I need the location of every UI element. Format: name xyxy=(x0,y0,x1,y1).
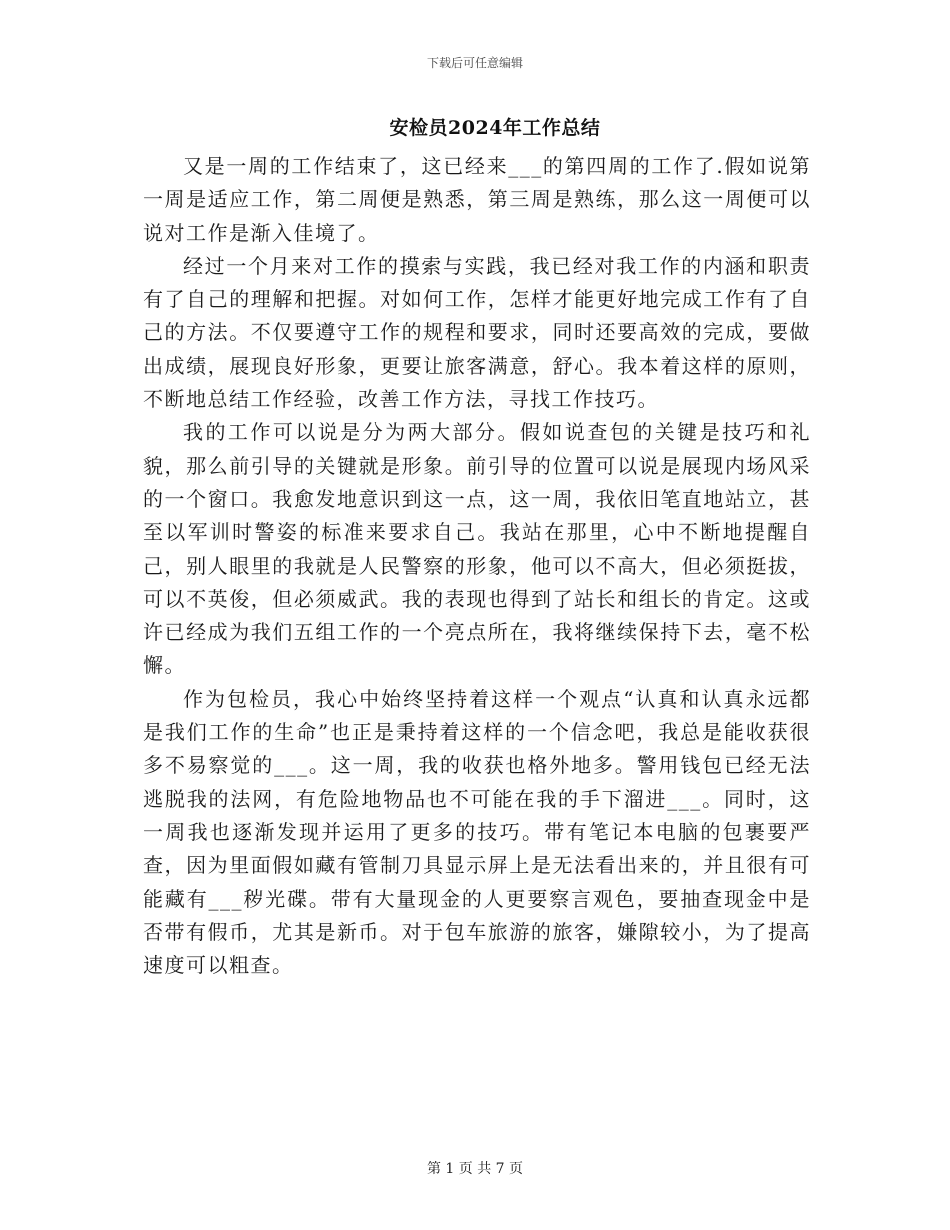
paragraph-2: 经过一个月来对工作的摸索与实践，我已经对我工作的内涵和职责有了自己的理解和把握。对如何工作，怎样才能更好地完成工作有了自己的方法。不仅要遵守工作的规程和要求，同时还要高效的完成，要做出成绩，展现良好形象，更要让旅客满意，舒心。我本着这样的原则，不断地总结工作经验，改善工作方法，寻找工作技巧。 xyxy=(143,253,811,412)
header-note: 下载后可任意编辑 xyxy=(426,56,523,70)
paragraph-1: 又是一周的工作结束了，这已经来___的第四周的工作了.假如说第一周是适应工作，第二周便是熟悉，第三周是熟练，那么这一周便可以说对工作是渐入佳境了。 xyxy=(143,154,811,245)
document-body xyxy=(143,150,811,982)
document-title: 安检员2024年工作总结 xyxy=(389,117,601,139)
page-number-footer: 第 1 页 共 7 页 xyxy=(426,1161,524,1177)
paragraph-3: 我的工作可以说是分为两大部分。假如说查包的关键是技巧和礼貌，那么前引导的关键就是形象。前引导的位置可以说是展现内场风采的一个窗口。我愈发地意识到这一点，这一周，我依旧笔直地站立，甚至以军训时警姿的标准来要求自己。我站在那里，心中不断地提醒自己，别人眼里的我就是人民警察的形象，他可以不高大，但必须挺拔，可以不英俊，但必须威武。我的表现也得到了站长和组长的肯定。这或许已经成为我们五组工作的一个亮点所在，我将继续保持下去，毫不松懈。 xyxy=(143,420,811,678)
paragraph-4: 作为包检员，我心中始终坚持着这样一个观点“认真和认真永远都是我们工作的生命”也正是秉持着这样的一个信念吧，我总是能收获很多不易察觉的___。这一周，我的收获也格外地多。警用钱包已经无法逃脱我的法网，有危险地物品也不可能在我的手下溜进___。同时，这一周我也逐渐发现并运用了更多的技巧。带有笔记本电脑的包裹要严查，因为里面假如藏有管制刀具显示屏上是无法看出来的，并且很有可能藏有___秽光碟。带有大量现金的人更要察言观色，要抽查现金中是否带有假币，尤其是新币。对于包车旅游的旅客，嫌隙较小，为了提高速度可以粗查。 xyxy=(143,686,811,978)
